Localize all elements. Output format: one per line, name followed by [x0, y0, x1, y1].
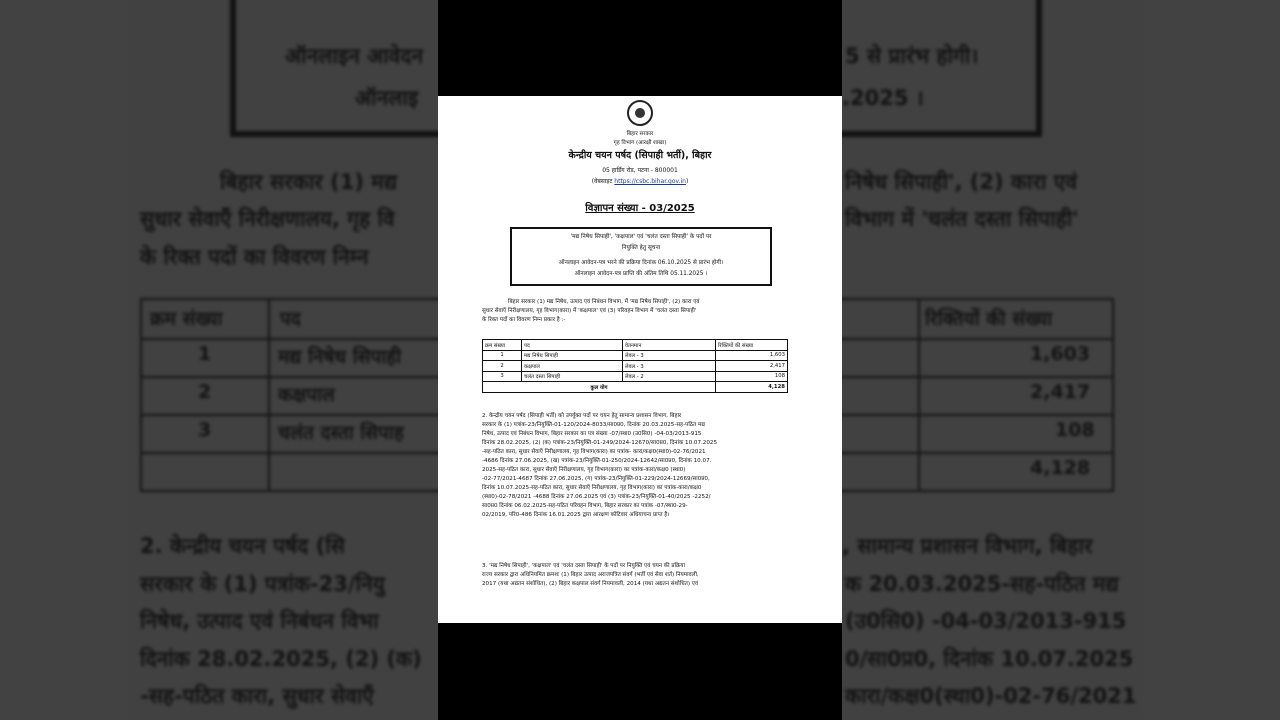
top-letterbox — [438, 0, 842, 96]
bg-text: दिनांक 28.02.2025, (2) (क) — [140, 647, 422, 671]
bg-td: 108 — [1055, 419, 1095, 441]
document-page — [438, 96, 842, 623]
notice-line: ऑनलाइन आवेदन-पत्र भरने की प्रक्रिया दिनांक 06.10.2025 से प्रारंभ होगी। — [558, 260, 724, 266]
text-line: -सह-पठित कारा, सुधार सेवाएँ निरीक्षणालय, गृह विभाग(कारा) का पत्रांक- कारा/कक्ष0(स्था0)-02-76/2021 — [482, 449, 706, 455]
website-link[interactable]: https://csbc.bihar.gov.in — [614, 178, 686, 185]
text-line: के रिक्त पदों का विवरण निम्न प्रकार है :- — [482, 317, 566, 323]
govt-name: बिहार सरकार — [626, 131, 654, 137]
bg-text: ऑनलाइन आवेदन — [285, 44, 424, 68]
bg-th: रिक्तियों की संख्या — [925, 308, 1053, 330]
table-cell: 3 — [483, 371, 522, 382]
table-cell: 1 — [483, 350, 522, 361]
notice-line: नियुक्ति हेतु सूचना — [621, 245, 661, 251]
paragraph-3 — [482, 562, 802, 589]
bg-text: (उ0सि0) -04-03/2013-915 — [845, 609, 1127, 633]
text-line: -02-77/2021-4687 दिनांक 27.06.2025, (ग) पत्रांक-23/नियुक्ति-01-229/2024-12669/सा0प्र0, — [482, 476, 710, 482]
bg-text: .2025 । — [842, 86, 924, 110]
table-header-row — [483, 340, 788, 351]
table-row — [483, 371, 788, 382]
bg-text: निषेध सिपाही', (2) कारा एवं — [845, 170, 1078, 194]
bg-td: 2 — [198, 381, 212, 403]
total-label: कुल योग — [483, 382, 716, 393]
bottom-letterbox — [438, 623, 842, 720]
bg-text: सरकार के (1) पत्रांक-23/नियु — [140, 572, 385, 596]
bg-text: -सह-पठित कारा, सुधार सेवाएँ — [140, 684, 374, 708]
bg-text: 2. केन्द्रीय चयन पर्षद (सि — [140, 534, 345, 558]
table-row — [483, 361, 788, 372]
table-cell: 108 — [716, 371, 788, 382]
text-line: बिहार सरकार (1) मद्य निषेध, उत्पाद एवं निबंधन विभाग, में 'मद्य निषेध सिपाही', (2) कारा एवं — [508, 299, 700, 305]
table-cell: लेवल - 3 — [623, 350, 716, 361]
bg-text: सुधार सेवाएँ निरीक्षणालय, गृह वि — [140, 207, 395, 231]
address: 05 हार्डिंग रोड, पटना - 800001 — [602, 167, 678, 174]
table-cell: मद्य निषेध सिपाही — [522, 350, 623, 361]
text-line: 02/2019, परि0-486 दिनांक 16.01.2025 द्वारा आरक्षण कोटिवार अधियाचना प्राप्त है। — [482, 512, 670, 518]
text-line: दिनांक 10.07.2025-सह-पठित कारा, सुधार सेवाएँ निरीक्षणालय, गृह विभाग(कारा) का पत्रांक-कारा/कक्ष0 — [482, 485, 702, 491]
bg-text: विभाग में 'चलंत दस्ता सिपाही' — [845, 207, 1079, 231]
bg-td: 2,417 — [1030, 381, 1091, 403]
bg-th: क्रम संख्या — [150, 308, 223, 330]
text-line: निषेध, उत्पाद एवं निबंधन विभाग, बिहार सरकार का पत्र संख्या -07/स्था0 (उ0सि0) -04-03/2013-915 — [482, 431, 702, 437]
bg-td: मद्य निषेध सिपाही — [278, 346, 402, 368]
table-row — [483, 350, 788, 361]
notice-box — [510, 227, 772, 286]
bg-text: क 20.03.2025-सह-पठित मद्य — [845, 572, 1119, 596]
paragraph-2 — [482, 412, 802, 520]
bg-td: कक्षपाल — [278, 384, 335, 406]
table-cell: लेवल - 2 — [623, 371, 716, 382]
dept-name: गृह विभाग (आरक्षी शाखा) — [613, 140, 667, 146]
text-line: सरकार के (1) पत्रांक-23/नियुक्ति-01-120/2024-8033/सा0प्र0, दिनांक 20.03.2025-सह-पठित मद्य — [482, 422, 705, 428]
bg-th: पद — [280, 308, 301, 330]
table-cell: कक्षपाल — [522, 361, 623, 372]
table-header: रिक्तियों की संख्या — [716, 340, 788, 351]
bg-text: बिहार सरकार (1) मद्य — [220, 170, 398, 194]
table-cell: 2,417 — [716, 361, 788, 372]
bg-text: 5 से प्रारंभ होगी। — [845, 44, 979, 68]
bg-text: के रिक्त पदों का विवरण निम्न — [140, 245, 369, 269]
table-cell: चलंत दस्ता सिपाही — [522, 371, 623, 382]
table-header: क्रम संख्या — [483, 340, 522, 351]
table-cell: 1,603 — [716, 350, 788, 361]
bg-td: 1 — [198, 343, 212, 365]
website-line — [438, 177, 842, 185]
board-name: केन्द्रीय चयन पर्षद (सिपाही भर्ती), बिहार — [568, 150, 712, 161]
notice-line: ऑनलाइन आवेदन-पत्र प्राप्ति की अंतिम तिथि 05.11.2025 । — [574, 271, 708, 277]
table-cell: 2 — [483, 361, 522, 372]
bg-text: निषेध, उत्पाद एवं निबंधन विभा — [140, 609, 379, 633]
bg-text: कारा/कक्ष0(स्था0)-02-76/2021 — [845, 684, 1137, 708]
left-dim-overlay — [0, 0, 438, 720]
website-label: (वेबसाइट — [591, 178, 613, 185]
vacancy-table — [482, 339, 788, 393]
text-line: 2. केन्द्रीय चयन पर्षद (सिपाही भर्ती) को उपर्युक्त पदों पर चयन हेतु सामान्य प्रशासन विभाग, बिहार — [482, 413, 682, 419]
bg-text: 0/सा0प्र0, दिनांक 10.07.2025 — [845, 647, 1134, 671]
bg-td: चलंत दस्ता सिपाह — [278, 422, 404, 444]
table-cell: लेवल - 3 — [623, 361, 716, 372]
government-emblem-icon — [627, 100, 653, 126]
text-line: 2017 (यथा अद्यतन संशोधित), (2) बिहार कक्षपाल संवर्ग नियमावली, 2014 (यथा अद्यतन संशोधित) एवं — [482, 581, 698, 587]
right-dim-overlay — [842, 0, 1280, 720]
bg-text: ऑनलाइ — [355, 86, 419, 110]
text-line: दिनांक 28.02.2025, (2) (क) पत्रांक-23/नियुक्ति-01-249/2024-12670/सा0प्र0, दिनांक 10.07.2025 — [482, 440, 718, 446]
notice-line: 'मद्य निषेध सिपाही', 'कक्षपाल' एवं 'चलंत दस्ता सिपाही' के पदों पर — [570, 234, 712, 240]
table-header: पद — [522, 340, 623, 351]
text-line: 2025-सह-पठित कारा, सुधार सेवाएँ निरीक्षणालय, गृह विभाग(कारा) का पत्रांक-कारा/कक्ष0 (स्था0) — [482, 467, 686, 473]
text-line: -4686 दिनांक 27.06.2025, (ख) पत्रांक-23/नियुक्ति-01-250/2024-12642/सा0प्र0, दिनांक 10.07. — [482, 458, 712, 464]
bg-text: , सामान्य प्रशासन विभाग, बिहार — [842, 534, 1093, 558]
advertisement-title: विज्ञापन संख्या - 03/2025 — [585, 203, 695, 214]
text-line: राज्य सरकार द्वारा अधिनियमित क्रमशः (1) बिहार उत्पाद अराजपत्रित संवर्ग (भर्ती एवं सेवा शर्त) नियमावली, — [482, 572, 699, 578]
intro-paragraph — [482, 298, 802, 325]
bg-td: 4,128 — [1030, 457, 1091, 479]
table-total-row — [483, 382, 788, 393]
total-value: 4,128 — [716, 382, 788, 393]
bg-td: 1,603 — [1030, 343, 1091, 365]
table-header: वेतनमान — [623, 340, 716, 351]
text-line: सा0प्र0 दिनांक 06.02.2025-सह-पठित परिवहन विभाग, बिहार सरकार का पत्रांक -07/स्था0-29- — [482, 503, 688, 509]
bg-td: 3 — [198, 419, 212, 441]
website-close: ) — [685, 178, 689, 185]
text-line: (स्था0)-02-78/2021 -4688 दिनांक 27.06.2025 एवं (3) पत्रांक-23/नियुक्ति-01-40/2025 -2252/ — [482, 494, 711, 500]
text-line: सुधार सेवाएँ निरीक्षणालय, गृह विभाग(कारा) में 'कक्षपाल' एवं (3) परिवहन विभाग में 'चलंत दस्ता सिपाही' — [482, 308, 697, 314]
text-line: 3. 'मद्य निषेध सिपाही', 'कक्षपाल' एवं 'चलंत दस्ता सिपाही' के पदों पर नियुक्ति एवं चयन की प्रक्रिया — [482, 563, 685, 569]
